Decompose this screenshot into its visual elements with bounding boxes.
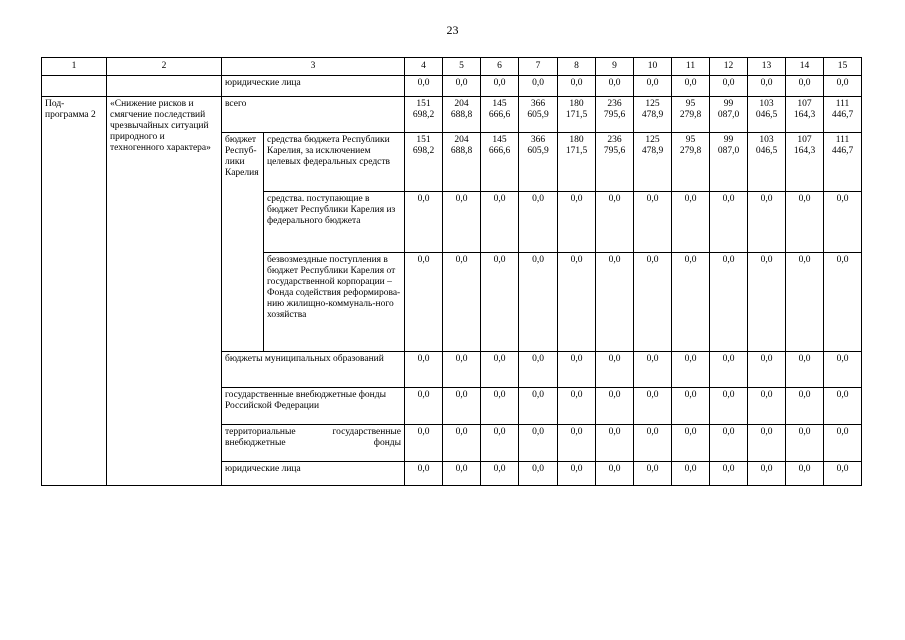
- value-cell: 0,0: [748, 461, 786, 485]
- value-cell: 0,0: [672, 461, 710, 485]
- value-cell: 0,0: [634, 191, 672, 252]
- value-cell: 0,0: [443, 351, 481, 387]
- value-cell: 0,0: [519, 424, 558, 461]
- value-cell: 0,0: [710, 252, 748, 351]
- value-cell: 0,0: [558, 75, 596, 96]
- header-cell: 6: [481, 58, 519, 76]
- value-cell: 0,0: [672, 75, 710, 96]
- value-cell: 0,0: [558, 351, 596, 387]
- value-cell: 0,0: [481, 351, 519, 387]
- value-cell: 0,0: [596, 252, 634, 351]
- value-cell: 0,0: [481, 75, 519, 96]
- value-cell: 0,0: [443, 461, 481, 485]
- budget-table: [41, 57, 862, 486]
- table-row: [42, 75, 862, 96]
- header-cell: 12: [710, 58, 748, 76]
- program-code: Под- программа 2: [42, 96, 107, 485]
- value-cell: 236 795,6: [596, 132, 634, 191]
- value-cell: 0,0: [824, 461, 862, 485]
- row-label: всего: [222, 96, 405, 132]
- row-label: территориальные государственные внебюджетные фонды: [222, 424, 405, 461]
- value-cell: 0,0: [443, 424, 481, 461]
- header-cell: 2: [107, 58, 222, 76]
- value-cell: 0,0: [481, 252, 519, 351]
- value-cell: 0,0: [519, 191, 558, 252]
- value-cell: 0,0: [710, 387, 748, 424]
- value-cell: 0,0: [672, 191, 710, 252]
- value-cell: 0,0: [596, 387, 634, 424]
- value-cell: 0,0: [672, 424, 710, 461]
- row-label: средства. поступающие в бюджет Республики Карелия из федерального бюджета: [264, 191, 405, 252]
- value-cell: 95 279,8: [672, 132, 710, 191]
- value-cell: 0,0: [824, 191, 862, 252]
- value-cell: 111 446,7: [824, 132, 862, 191]
- page-number: 23: [446, 23, 459, 37]
- value-cell: 0,0: [786, 424, 824, 461]
- value-cell: 236 795,6: [596, 96, 634, 132]
- value-cell: 0,0: [519, 387, 558, 424]
- value-cell: 111 446,7: [824, 96, 862, 132]
- value-cell: 0,0: [672, 387, 710, 424]
- value-cell: 0,0: [634, 461, 672, 485]
- value-cell: 103 046,5: [748, 96, 786, 132]
- value-cell: 125 478,9: [634, 96, 672, 132]
- value-cell: 204 688,8: [443, 96, 481, 132]
- row-label: юридические лица: [222, 75, 405, 96]
- value-cell: 151 698,2: [405, 96, 443, 132]
- value-cell: 145 666,6: [481, 96, 519, 132]
- header-cell: 4: [405, 58, 443, 76]
- value-cell: 0,0: [481, 387, 519, 424]
- value-cell: 0,0: [748, 351, 786, 387]
- value-cell: 0,0: [786, 191, 824, 252]
- value-cell: 0,0: [824, 351, 862, 387]
- header-cell: 3: [222, 58, 405, 76]
- value-cell: 0,0: [558, 461, 596, 485]
- header-cell: 7: [519, 58, 558, 76]
- value-cell: 0,0: [824, 75, 862, 96]
- value-cell: 0,0: [405, 424, 443, 461]
- row-label: бюджеты муниципальных образований: [222, 351, 405, 387]
- value-cell: 0,0: [710, 424, 748, 461]
- value-cell: 0,0: [634, 424, 672, 461]
- value-cell: 125 478,9: [634, 132, 672, 191]
- value-cell: 180 171,5: [558, 96, 596, 132]
- value-cell: 0,0: [596, 351, 634, 387]
- value-cell: 0,0: [710, 191, 748, 252]
- value-cell: 0,0: [405, 191, 443, 252]
- value-cell: 180 171,5: [558, 132, 596, 191]
- value-cell: 0,0: [558, 191, 596, 252]
- header-cell: 10: [634, 58, 672, 76]
- value-cell: 0,0: [634, 387, 672, 424]
- header-cell: 15: [824, 58, 862, 76]
- value-cell: 0,0: [748, 424, 786, 461]
- value-cell: 0,0: [519, 75, 558, 96]
- header-row: [42, 58, 862, 76]
- value-cell: 0,0: [405, 461, 443, 485]
- value-cell: 0,0: [519, 351, 558, 387]
- value-cell: 0,0: [786, 461, 824, 485]
- value-cell: 0,0: [634, 252, 672, 351]
- value-cell: 0,0: [786, 252, 824, 351]
- table-row: [42, 96, 862, 132]
- value-cell: 0,0: [786, 387, 824, 424]
- value-cell: 145 666,6: [481, 132, 519, 191]
- value-cell: 0,0: [405, 252, 443, 351]
- header-cell: 13: [748, 58, 786, 76]
- header-cell: 9: [596, 58, 634, 76]
- value-cell: 0,0: [481, 191, 519, 252]
- value-cell: 95 279,8: [672, 96, 710, 132]
- value-cell: 0,0: [672, 351, 710, 387]
- value-cell: 0,0: [481, 461, 519, 485]
- rk-budget-group: бюджет Респуб-лики Карелия: [222, 132, 264, 351]
- value-cell: 151 698,2: [405, 132, 443, 191]
- value-cell: 366 605,9: [519, 96, 558, 132]
- header-cell: 8: [558, 58, 596, 76]
- value-cell: 0,0: [405, 351, 443, 387]
- value-cell: 0,0: [481, 424, 519, 461]
- value-cell: 0,0: [443, 252, 481, 351]
- value-cell: 0,0: [596, 424, 634, 461]
- value-cell: 0,0: [596, 191, 634, 252]
- value-cell: 0,0: [519, 252, 558, 351]
- value-cell: 0,0: [748, 387, 786, 424]
- header-cell: 1: [42, 58, 107, 76]
- value-cell: 0,0: [596, 461, 634, 485]
- value-cell: 103 046,5: [748, 132, 786, 191]
- value-cell: 0,0: [710, 461, 748, 485]
- value-cell: 0,0: [786, 75, 824, 96]
- value-cell: 0,0: [405, 387, 443, 424]
- header-cell: 5: [443, 58, 481, 76]
- value-cell: 0,0: [786, 351, 824, 387]
- value-cell: 0,0: [558, 387, 596, 424]
- value-cell: 0,0: [405, 75, 443, 96]
- row-label: средства бюджета Республики Карелия, за исключением целевых федеральных средств: [264, 132, 405, 191]
- value-cell: 0,0: [443, 75, 481, 96]
- value-cell: 0,0: [748, 252, 786, 351]
- row-label: юридические лица: [222, 461, 405, 485]
- row-label: государственные внебюджетные фонды Российской Федерации: [222, 387, 405, 424]
- header-cell: 11: [672, 58, 710, 76]
- value-cell: 0,0: [710, 75, 748, 96]
- value-cell: 0,0: [824, 424, 862, 461]
- value-cell: 0,0: [748, 75, 786, 96]
- value-cell: 107 164,3: [786, 132, 824, 191]
- program-name: «Снижение рисков и смягчение последствий чрезвычайных ситуаций природного и техногенного характера»: [107, 96, 222, 485]
- header-cell: 14: [786, 58, 824, 76]
- value-cell: 0,0: [558, 252, 596, 351]
- value-cell: 99 087,0: [710, 96, 748, 132]
- value-cell: 0,0: [634, 351, 672, 387]
- value-cell: 0,0: [558, 424, 596, 461]
- row-label: безвозмездные поступления в бюджет Республики Карелия от государственной корпорации – Фонда содействия реформирова-нию жилищно-коммуналь-ного хозяйства: [264, 252, 405, 351]
- value-cell: 0,0: [710, 351, 748, 387]
- value-cell: 0,0: [519, 461, 558, 485]
- value-cell: 0,0: [634, 75, 672, 96]
- value-cell: 107 164,3: [786, 96, 824, 132]
- value-cell: 204 688,8: [443, 132, 481, 191]
- value-cell: 0,0: [596, 75, 634, 96]
- value-cell: 0,0: [824, 252, 862, 351]
- value-cell: 99 087,0: [710, 132, 748, 191]
- value-cell: 0,0: [443, 191, 481, 252]
- value-cell: 0,0: [824, 387, 862, 424]
- value-cell: 0,0: [443, 387, 481, 424]
- value-cell: 366 605,9: [519, 132, 558, 191]
- value-cell: 0,0: [672, 252, 710, 351]
- value-cell: 0,0: [748, 191, 786, 252]
